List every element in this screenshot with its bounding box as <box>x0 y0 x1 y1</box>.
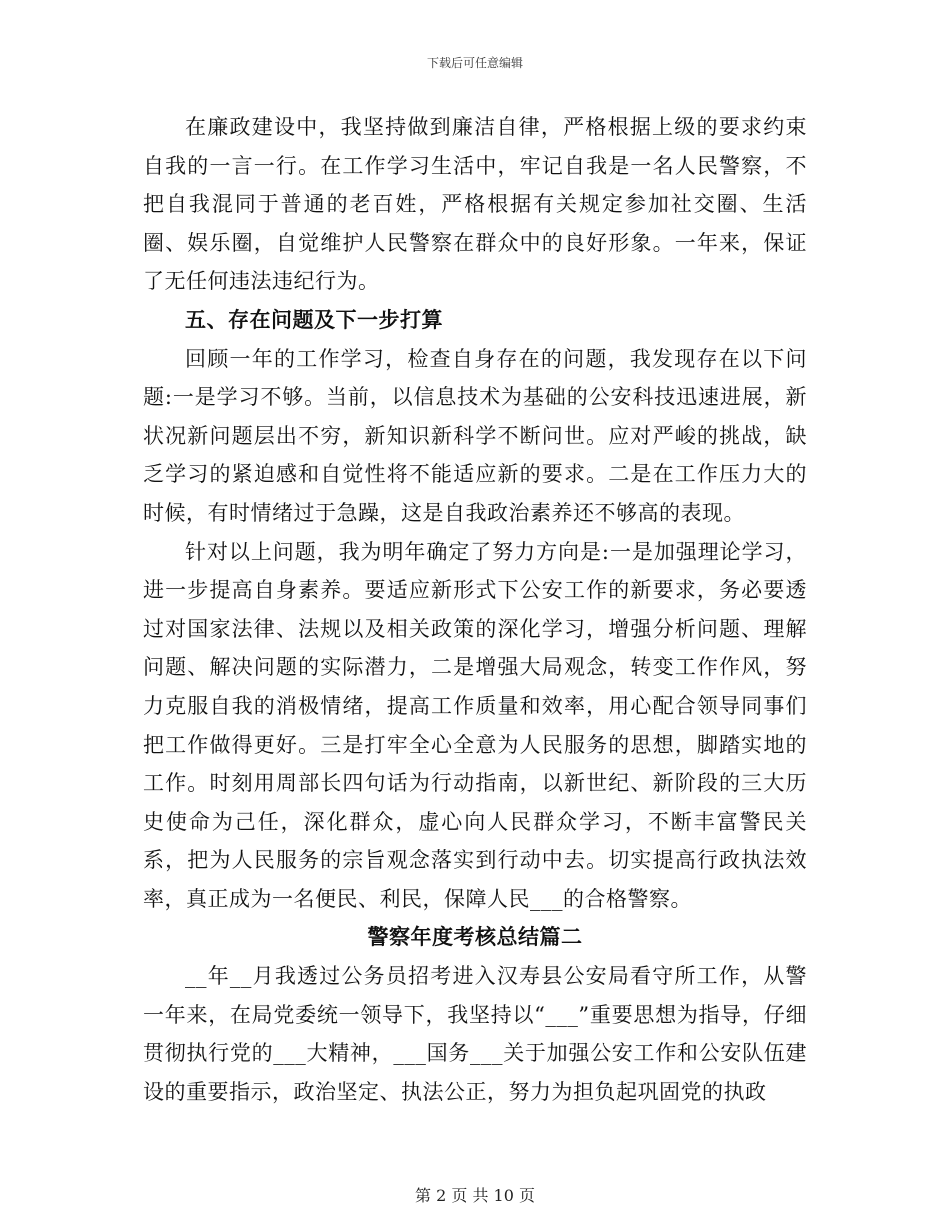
paragraph-review: 回顾一年的工作学习，检查自身存在的问题，我发现存在以下问题:一是学习不够。当前，以信息技术为基础的公安科技迅速进展，新状况新问题层出不穷，新知识新科学不断问世。应对严峻的挑战，缺乏学习的紧迫感和自觉性将不能适应新的要求。二是在工作压力大的时候，有时情绪过于急躁，这是自我政治素养还不够高的表现。 <box>143 346 807 525</box>
paragraph-integrity: 在廉政建设中，我坚持做到廉洁自律，严格根据上级的要求约束自我的一言一行。在工作学习生活中，牢记自我是一名人民警察，不把自我混同于普通的老百姓，严格根据有关规定参加社交圈、生活圈、娱乐圈，自觉维护人民警察在群众中的良好形象。一年来，保证了无任何违法违纪行为。 <box>143 115 807 294</box>
section-heading-problems: 五、存在问题及下一步打算 <box>185 306 443 332</box>
page-footer: 第 2 页 共 10 页 <box>415 1186 535 1205</box>
article-title-part-two: 警察年度考核总结篇二 <box>367 924 583 950</box>
paragraph-direction: 针对以上问题，我为明年确定了努力方向是:一是加强理论学习，进一步提高自身素养。要适应新形式下公安工作的新要求，务必要透过对国家法律、法规以及相关政策的深化学习，增强分析问题、理解问题、解决问题的实际潜力，二是增强大局观念，转变工作作风，努力克服自我的消极情绪，提高工作质量和效率，用心配合领导同事们把工作做得更好。三是打牢全心全意为人民服务的思想，脚踏实地的工作。时刻用周部长四句话为行动指南，以新世纪、新阶段的三大历史使命为己任，深化群众，虚心向人民群众学习，不断丰富警民关系，把为人民服务的宗旨观念落实到行动中去。切实提高行政执法效率，真正成为一名便民、利民，保障人民___的合格警察。 <box>143 539 807 911</box>
paragraph-intro-part-two: __年__月我透过公务员招考进入汉寿县公安局看守所工作，从警一年来，在局党委统一领导下，我坚持以“___”重要思想为指导，仔细贯彻执行党的___大精神，___国务___关于加强公安工作和公安队伍建设的重要指示，政治坚定、执法公正，努力为担负起巩固党的执政 <box>143 964 807 1104</box>
document-body <box>143 108 807 1111</box>
page-header: 下载后可任意编辑 <box>426 56 523 70</box>
